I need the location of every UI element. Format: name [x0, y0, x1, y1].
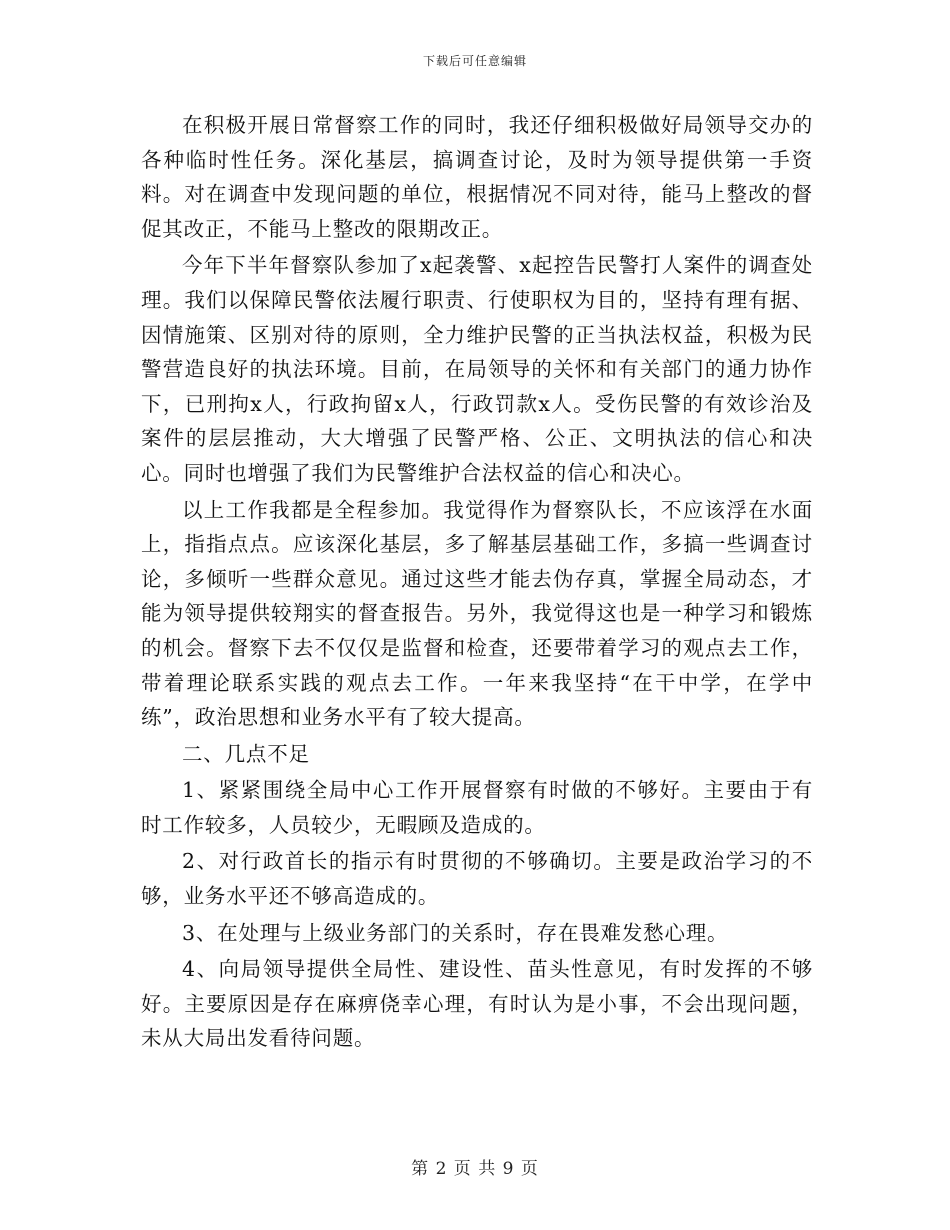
- shortcoming-item-3: 3、在处理与上级业务部门的关系时，存在畏难发愁心理。: [182, 920, 729, 945]
- shortcoming-item-1: 1、紧紧围绕全局中心工作开展督察有时做的不够好。主要由于有时工作较多，人员较少，无暇顾及造成的。: [141, 778, 813, 837]
- page-number: 第 2 页 共 9 页: [411, 1159, 539, 1179]
- document-body: [141, 108, 813, 1056]
- paragraph-temporary-tasks: 在积极开展日常督察工作的同时，我还仔细积极做好局领导交办的各种临时性任务。深化基层，搞调查讨论，及时为领导提供第一手资料。对在调查中发现问题的单位，根据情况不同对待，能马上整改的督促其改正，不能马上整改的限期改正。: [141, 113, 813, 241]
- shortcoming-item-4: 4、向局领导提供全局性、建设性、苗头性意见，有时发挥的不够好。主要原因是存在麻痹侥幸心理，有时认为是小事，不会出现问题，未从大局出发看待问题。: [141, 957, 813, 1051]
- paragraph-case-investigation: 今年下半年督察队参加了x起袭警、x起控告民警打人案件的调查处理。我们以保障民警依法履行职责、行使职权为目的，坚持有理有据、因情施策、区别对待的原则，全力维护民警的正当执法权益，积极为民警营造良好的执法环境。目前，在局领导的关怀和有关部门的通力协作下，已刑拘x人，行政拘留x人，行政罚款x人。受伤民警的有效诊治及案件的层层推动，大大增强了民警严格、公正、文明执法的信心和决心。同时也增强了我们为民警维护合法权益的信心和决心。: [141, 253, 813, 485]
- shortcoming-item-2: 2、对行政首长的指示有时贯彻的不够确切。主要是政治学习的不够，业务水平还不够高造成的。: [141, 849, 813, 909]
- paragraph-full-participation: 以上工作我都是全程参加。我觉得作为督察队长，不应该浮在水面上，指指点点。应该深化基层，多了解基层基础工作，多搞一些调查讨论，多倾听一些群众意见。通过这些才能去伪存真，掌握全局动态，才能为领导提供较翔实的督查报告。另外，我觉得这也是一种学习和锻炼的机会。督察下去不仅仅是监督和检查，还要带着学习的观点去工作，带着理论联系实践的观点去工作。一年来我坚持“在干中学，在学中练”，政治思想和业务水平有了较大提高。: [141, 497, 813, 730]
- page-header-note: 下载后可任意编辑: [422, 54, 527, 68]
- section-heading-shortcomings: 二、几点不足: [182, 741, 310, 766]
